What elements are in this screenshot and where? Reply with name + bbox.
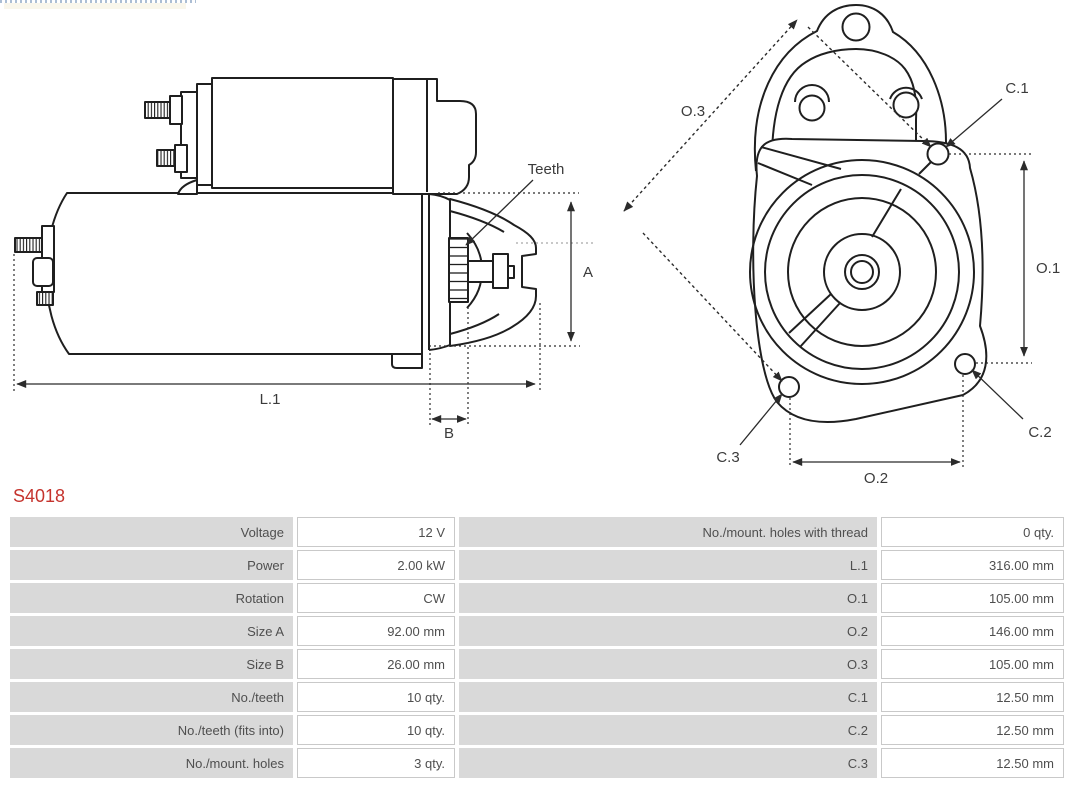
spec-label-cell: Rotation (10, 583, 293, 613)
dim-o2-label: O.2 (863, 470, 889, 487)
spec-label-cell: L.1 (459, 550, 877, 580)
mount-hole-c1 (928, 144, 949, 165)
leader-c1 (946, 99, 1002, 147)
terminal-stud-lower (37, 292, 53, 305)
terminal-stud-threaded (15, 238, 42, 252)
mount-hole-c2 (955, 354, 975, 374)
drive-housing-top (393, 79, 476, 194)
spec-value-cell: 0 qty. (881, 517, 1064, 547)
starter-side-view (15, 78, 536, 368)
spec-label-cell: C.2 (459, 715, 877, 745)
boss-hole-top (843, 14, 870, 41)
spec-value-cell: 12.50 mm (881, 682, 1064, 712)
spec-value-cell: CW (297, 583, 455, 613)
pinion-shaft (468, 261, 493, 282)
spec-label-cell: No./mount. holes (10, 748, 293, 778)
dim-o1-label: O.1 (1036, 260, 1061, 277)
dim-c1-label: C.1 (1005, 80, 1029, 97)
spec-value-cell: 92.00 mm (297, 616, 455, 646)
shaft-collar (493, 254, 508, 288)
spec-label-cell: No./teeth (fits into) (10, 715, 293, 745)
spec-value-cell: 10 qty. (297, 715, 455, 745)
solenoid-cap1 (197, 84, 212, 185)
dim-c2-label: C.2 (1028, 424, 1052, 441)
spec-value-cell: 146.00 mm (881, 616, 1064, 646)
spec-label-cell: Power (10, 550, 293, 580)
dim-o3-label: O.3 (680, 103, 706, 120)
solenoid-stud-upper (145, 102, 170, 118)
dim-c3-label: C.3 (716, 449, 740, 466)
spec-value-cell: 12.50 mm (881, 715, 1064, 745)
teeth-label: Teeth (527, 161, 565, 178)
spec-label-cell: Size B (10, 649, 293, 679)
solenoid-stud-lower (157, 150, 175, 166)
solenoid-nut-lower (175, 145, 187, 172)
motor-foot (392, 354, 422, 368)
solenoid-bracket (178, 180, 197, 194)
spec-value-cell: 12.50 mm (881, 748, 1064, 778)
spec-label-cell: Voltage (10, 517, 293, 547)
spec-label-cell: No./mount. holes with thread (459, 517, 877, 547)
spec-value-cell: 26.00 mm (297, 649, 455, 679)
spec-label-cell: C.1 (459, 682, 877, 712)
spec-value-cell: 105.00 mm (881, 649, 1064, 679)
spec-value-cell: 12 V (297, 517, 455, 547)
solenoid-nut-upper (170, 96, 182, 124)
spec-label-cell: No./teeth (10, 682, 293, 712)
dim-a-label: A (582, 264, 594, 281)
spec-value-cell: 105.00 mm (881, 583, 1064, 613)
dim-b-label: B (443, 425, 455, 442)
starter-front-view (750, 5, 986, 422)
spec-label-cell: O.2 (459, 616, 877, 646)
spec-label-cell: Size A (10, 616, 293, 646)
terminal-block (33, 258, 53, 286)
spec-label-cell: O.1 (459, 583, 877, 613)
spec-value-cell: 2.00 kW (297, 550, 455, 580)
leader-c3 (740, 394, 782, 445)
spec-value-cell: 10 qty. (297, 682, 455, 712)
ear-hole-right (894, 93, 919, 118)
shaft-tip (508, 266, 514, 278)
ear-hole-left (800, 96, 825, 121)
leader-c2 (972, 370, 1023, 419)
spec-label-cell: C.3 (459, 748, 877, 778)
spec-value-cell: 3 qty. (297, 748, 455, 778)
pinion-gear (449, 238, 468, 302)
dim-l1-label: L.1 (259, 391, 281, 408)
solenoid-body (212, 78, 393, 188)
spec-table (10, 517, 1064, 778)
spec-value-cell: 316.00 mm (881, 550, 1064, 580)
part-number: S4018 (13, 486, 66, 506)
spec-label-cell: O.3 (459, 649, 877, 679)
motor-body (46, 193, 422, 354)
